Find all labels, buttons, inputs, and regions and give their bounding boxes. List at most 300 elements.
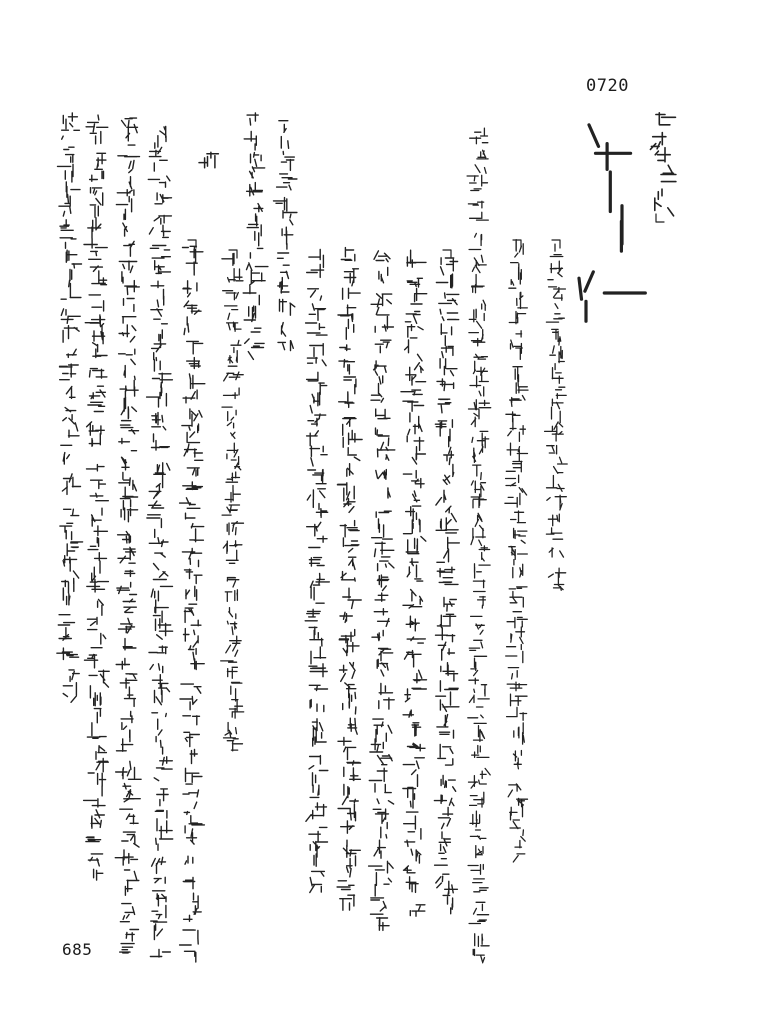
handwritten-glyph bbox=[343, 588, 361, 608]
handwritten-glyph bbox=[251, 144, 262, 166]
handwritten-glyph bbox=[122, 832, 139, 847]
handwritten-glyph bbox=[152, 334, 166, 351]
handwritten-glyph bbox=[370, 752, 392, 765]
handwritten-glyph bbox=[410, 905, 425, 916]
handwritten-glyph bbox=[511, 511, 526, 523]
handwritten-glyph bbox=[309, 756, 320, 769]
handwritten-glyph bbox=[181, 684, 201, 693]
handwritten-glyph bbox=[475, 934, 483, 947]
handwritten-glyph bbox=[340, 345, 350, 351]
handwritten-glyph bbox=[470, 175, 488, 190]
handwritten-glyph bbox=[313, 771, 328, 786]
handwritten-glyph bbox=[222, 505, 239, 515]
handwritten-glyph bbox=[550, 244, 563, 256]
handwritten-glyph bbox=[342, 785, 358, 805]
handwritten-glyph bbox=[307, 484, 326, 500]
handwritten-glyph bbox=[309, 250, 324, 268]
handwritten-glyph bbox=[371, 304, 389, 315]
handwritten-glyph bbox=[475, 513, 483, 530]
handwritten-glyph bbox=[57, 648, 79, 659]
handwritten-glyph bbox=[407, 637, 425, 643]
handwritten-glyph bbox=[406, 506, 421, 525]
handwritten-glyph bbox=[509, 312, 525, 324]
handwritten-glyph bbox=[58, 164, 74, 182]
handwritten-glyph bbox=[119, 325, 135, 342]
handwritten-glyph bbox=[513, 560, 523, 578]
handwritten-glyph bbox=[227, 322, 241, 331]
handwritten-glyph bbox=[403, 471, 424, 488]
handwritten-glyph bbox=[199, 152, 218, 167]
handwritten-glyph bbox=[374, 609, 389, 627]
handwritten-glyph bbox=[506, 461, 522, 472]
handwritten-glyph bbox=[306, 803, 327, 821]
handwritten-glyph bbox=[222, 253, 234, 265]
handwritten-glyph bbox=[513, 841, 525, 863]
handwritten-glyph bbox=[129, 170, 132, 189]
handwritten-glyph bbox=[548, 280, 566, 298]
handwritten-glyph bbox=[509, 587, 527, 589]
handwritten-glyph bbox=[404, 866, 416, 873]
handwritten-glyph bbox=[121, 398, 136, 419]
handwritten-glyph bbox=[341, 572, 355, 582]
handwritten-glyph bbox=[244, 132, 256, 146]
handwritten-glyph bbox=[98, 773, 106, 796]
handwritten-glyph bbox=[511, 627, 525, 644]
handwritten-glyph bbox=[337, 483, 354, 501]
handwritten-glyph bbox=[151, 281, 164, 299]
handwritten-glyph bbox=[517, 292, 528, 308]
handwritten-glyph bbox=[554, 464, 568, 473]
handwritten-glyph bbox=[374, 251, 390, 262]
handwritten-glyph bbox=[343, 288, 361, 299]
handwritten-glyph bbox=[343, 694, 356, 714]
handwritten-glyph bbox=[343, 418, 356, 427]
handwritten-glyph bbox=[154, 877, 165, 883]
handwritten-glyph bbox=[148, 176, 170, 187]
handwritten-glyph bbox=[156, 730, 162, 747]
handwritten-glyph bbox=[339, 360, 354, 374]
handwritten-glyph bbox=[126, 814, 138, 824]
handwritten-glyph bbox=[228, 269, 243, 282]
handwritten-glyph bbox=[508, 426, 526, 442]
handwritten-glyph bbox=[308, 414, 326, 426]
handwritten-glyph bbox=[93, 325, 105, 346]
handwritten-glyph bbox=[157, 819, 172, 839]
handwritten-glyph bbox=[473, 879, 488, 892]
handwritten-glyph bbox=[156, 838, 173, 850]
handwritten-glyph bbox=[153, 373, 173, 387]
handwritten-glyph bbox=[437, 614, 455, 627]
handwritten-glyph bbox=[470, 212, 489, 220]
handwritten-glyph bbox=[224, 738, 243, 751]
handwritten-glyph bbox=[66, 182, 80, 202]
handwritten-glyph bbox=[190, 409, 202, 426]
handwritten-glyph bbox=[119, 472, 137, 490]
handwritten-glyph bbox=[149, 225, 170, 237]
handwritten-glyph bbox=[348, 448, 360, 461]
handwritten-glyph bbox=[510, 396, 525, 407]
handwritten-glyph bbox=[373, 809, 388, 823]
handwritten-glyph bbox=[281, 265, 289, 278]
handwritten-glyph bbox=[305, 609, 320, 621]
handwritten-glyph bbox=[187, 341, 203, 354]
handwritten-glyph bbox=[156, 619, 173, 639]
handwritten-glyph bbox=[442, 649, 455, 660]
handwritten-glyph bbox=[67, 542, 82, 556]
handwritten-glyph bbox=[59, 196, 71, 216]
handwritten-glyph bbox=[547, 476, 565, 492]
handwritten-glyph bbox=[448, 897, 453, 914]
handwritten-glyph bbox=[547, 495, 566, 510]
handwritten-glyph bbox=[183, 930, 198, 944]
handwritten-glyph bbox=[480, 768, 490, 778]
handwritten-glyph bbox=[92, 561, 100, 581]
handwritten-glyph bbox=[475, 564, 491, 578]
handwritten-glyph bbox=[191, 659, 204, 670]
handwritten-glyph bbox=[180, 945, 196, 962]
handwritten-glyph bbox=[152, 413, 163, 425]
handwritten-glyph bbox=[379, 698, 394, 709]
handwritten-glyph bbox=[407, 250, 426, 267]
handwritten-glyph bbox=[511, 694, 528, 706]
handwritten-glyph bbox=[280, 300, 295, 316]
handwritten-glyph bbox=[151, 296, 164, 316]
handwritten-glyph bbox=[379, 649, 393, 661]
handwritten-glyph bbox=[222, 407, 236, 421]
handwritten-glyph bbox=[226, 636, 241, 656]
handwritten-glyph bbox=[124, 241, 135, 256]
handwritten-glyph bbox=[482, 300, 486, 310]
handwritten-glyph bbox=[183, 482, 203, 490]
handwritten-glyph bbox=[63, 326, 79, 343]
handwritten-glyph bbox=[60, 523, 73, 539]
handwritten-glyph bbox=[472, 431, 489, 447]
handwritten-glyph bbox=[474, 630, 483, 648]
handwritten-glyph bbox=[372, 631, 383, 641]
handwritten-glyph bbox=[147, 515, 162, 528]
quote-bracket bbox=[552, 240, 560, 248]
handwritten-glyph bbox=[338, 305, 356, 321]
handwritten-glyph bbox=[149, 476, 162, 499]
handwritten-glyph bbox=[122, 118, 138, 133]
handwritten-glyph bbox=[511, 331, 522, 348]
handwritten-glyph bbox=[62, 481, 80, 494]
handwritten-glyph bbox=[87, 465, 105, 471]
handwritten-glyph bbox=[404, 812, 418, 829]
handwritten-glyph bbox=[150, 949, 170, 957]
handwritten-glyph bbox=[474, 354, 487, 359]
handwritten-glyph bbox=[436, 681, 458, 705]
handwritten-glyph bbox=[547, 446, 562, 463]
handwritten-glyph bbox=[152, 713, 166, 730]
handwritten-glyph bbox=[147, 385, 167, 407]
handwritten-glyph bbox=[413, 670, 426, 683]
handwritten-glyph bbox=[438, 758, 453, 765]
handwritten-glyph bbox=[507, 443, 527, 461]
handwritten-glyph bbox=[87, 579, 109, 592]
handwritten-glyph bbox=[118, 547, 136, 563]
handwritten-glyph bbox=[378, 447, 395, 460]
handwritten-glyph bbox=[157, 789, 168, 801]
handwritten-glyph bbox=[471, 494, 486, 508]
handwritten-glyph bbox=[471, 616, 485, 629]
handwritten-glyph bbox=[514, 528, 527, 543]
handwritten-glyph bbox=[91, 633, 106, 647]
handwritten-glyph bbox=[473, 444, 483, 462]
handwritten-glyph bbox=[186, 768, 202, 782]
handwritten-glyph bbox=[125, 870, 139, 881]
handwritten-glyph bbox=[65, 397, 76, 411]
handwritten-glyph bbox=[63, 453, 69, 465]
handwritten-glyph bbox=[309, 685, 327, 690]
handwritten-glyph bbox=[119, 618, 135, 633]
handwritten-glyph bbox=[90, 369, 107, 378]
handwritten-glyph bbox=[116, 761, 135, 778]
handwritten-glyph bbox=[183, 877, 194, 888]
handwritten-glyph bbox=[411, 849, 421, 863]
handwritten-glyph bbox=[510, 592, 523, 608]
handwritten-glyph bbox=[381, 823, 387, 838]
handwritten-glyph bbox=[67, 349, 77, 357]
handwritten-glyph bbox=[379, 376, 383, 394]
handwritten-glyph bbox=[546, 528, 562, 539]
handwritten-glyph bbox=[90, 386, 106, 398]
handwritten-glyph bbox=[468, 201, 483, 208]
handwritten-glyph bbox=[60, 364, 79, 377]
handwritten-glyph bbox=[278, 278, 289, 293]
handwritten-glyph bbox=[375, 593, 388, 601]
handwritten-glyph bbox=[552, 394, 566, 409]
handwritten-glyph bbox=[154, 924, 162, 940]
handwritten-glyph bbox=[61, 309, 80, 323]
handwritten-glyph bbox=[88, 546, 106, 560]
quote-bracket bbox=[443, 250, 451, 258]
handwritten-glyph bbox=[64, 474, 73, 487]
handwritten-glyph bbox=[437, 562, 455, 577]
handwritten-glyph bbox=[474, 902, 485, 914]
handwritten-glyph bbox=[186, 513, 204, 528]
handwritten-glyph bbox=[339, 392, 354, 408]
handwritten-glyph bbox=[440, 359, 457, 376]
handwritten-glyph bbox=[508, 668, 518, 679]
handwritten-glyph bbox=[437, 881, 458, 895]
handwritten-glyph bbox=[61, 283, 81, 299]
handwritten-glyph bbox=[277, 174, 297, 190]
handwritten-glyph bbox=[438, 399, 451, 413]
handwritten-glyph bbox=[69, 670, 79, 682]
handwritten-glyph bbox=[655, 148, 673, 175]
handwritten-glyph bbox=[408, 743, 426, 751]
handwritten-glyph bbox=[184, 301, 201, 314]
handwritten-glyph bbox=[154, 768, 172, 781]
handwritten-glyph bbox=[88, 854, 102, 866]
handwritten-glyph bbox=[413, 491, 420, 502]
handwritten-glyph bbox=[183, 390, 197, 403]
handwritten-glyph bbox=[403, 593, 423, 609]
handwritten-glyph bbox=[505, 493, 520, 507]
handwritten-glyph bbox=[225, 590, 237, 602]
handwritten-glyph bbox=[120, 944, 134, 953]
handwritten-glyph bbox=[224, 388, 240, 399]
handwritten-glyph bbox=[656, 113, 676, 125]
handwritten-glyph bbox=[369, 861, 394, 873]
handwritten-glyph bbox=[309, 627, 323, 646]
handwritten-glyph bbox=[407, 436, 424, 450]
handwritten-glyph bbox=[514, 723, 525, 744]
handwritten-glyph bbox=[183, 246, 203, 262]
handwritten-glyph bbox=[411, 288, 427, 304]
handwritten-glyph bbox=[379, 519, 384, 537]
handwritten-glyph bbox=[90, 169, 104, 181]
handwritten-glyph bbox=[441, 258, 458, 275]
handwritten-glyph bbox=[589, 125, 631, 170]
handwritten-glyph bbox=[58, 615, 74, 625]
handwritten-glyph bbox=[407, 278, 422, 287]
handwritten-glyph bbox=[250, 167, 265, 178]
handwritten-glyph bbox=[187, 358, 201, 369]
handwritten-glyph bbox=[371, 730, 386, 752]
handwritten-glyph bbox=[149, 157, 167, 172]
handwritten-glyph bbox=[347, 856, 356, 877]
handwritten-glyph bbox=[248, 343, 264, 359]
handwritten-glyph bbox=[412, 447, 425, 464]
handwritten-glyph bbox=[119, 349, 136, 364]
handwritten-glyph bbox=[473, 580, 485, 591]
handwritten-glyph bbox=[90, 493, 108, 500]
handwritten-glyph bbox=[379, 267, 388, 282]
handwritten-glyph bbox=[442, 347, 454, 358]
handwritten-glyph bbox=[185, 816, 204, 837]
handwritten-glyph bbox=[227, 669, 242, 684]
handwritten-glyph bbox=[311, 647, 326, 664]
handwritten-glyph bbox=[372, 538, 394, 557]
handwritten-glyph bbox=[155, 800, 167, 818]
handwritten-glyph bbox=[472, 261, 486, 273]
handwritten-glyph bbox=[247, 113, 258, 125]
handwritten-glyph bbox=[125, 563, 135, 576]
handwritten-glyph bbox=[472, 746, 489, 758]
handwritten-glyph bbox=[436, 490, 446, 505]
handwritten-glyph bbox=[661, 173, 676, 181]
handwritten-glyph bbox=[229, 608, 236, 619]
handwritten-glyph bbox=[283, 211, 297, 225]
handwritten-glyph bbox=[369, 768, 387, 781]
handwritten-glyph bbox=[93, 345, 107, 358]
handwritten-glyph bbox=[149, 501, 164, 508]
handwritten-glyph bbox=[154, 216, 171, 225]
handwritten-glyph bbox=[308, 470, 324, 483]
handwritten-glyph bbox=[473, 465, 482, 479]
handwritten-glyph bbox=[371, 898, 386, 911]
handwritten-glyph bbox=[228, 351, 237, 367]
handwritten-glyph bbox=[313, 728, 326, 747]
handwritten-glyph bbox=[250, 271, 265, 286]
handwritten-glyph bbox=[344, 767, 361, 780]
handwritten-glyph bbox=[472, 275, 485, 293]
handwritten-glyph bbox=[307, 372, 327, 394]
handwritten-glyph bbox=[184, 732, 199, 746]
handwritten-glyph bbox=[550, 346, 562, 363]
handwritten-glyph bbox=[91, 480, 106, 488]
handwritten-glyph bbox=[245, 328, 261, 343]
handwritten-glyph bbox=[309, 304, 325, 320]
handwritten-glyph bbox=[471, 410, 479, 427]
handwritten-glyph bbox=[122, 904, 135, 920]
handwritten-glyph bbox=[89, 670, 109, 687]
handwritten-glyph bbox=[470, 376, 488, 396]
handwritten-glyph bbox=[374, 361, 387, 375]
handwritten-glyph bbox=[345, 683, 356, 699]
handwritten-glyph bbox=[478, 597, 486, 609]
handwritten-glyph bbox=[310, 700, 324, 712]
handwritten-glyph bbox=[436, 274, 452, 288]
handwritten-glyph bbox=[309, 827, 327, 841]
handwritten-glyph bbox=[124, 366, 135, 380]
handwritten-glyph bbox=[223, 541, 242, 554]
handwritten-glyph bbox=[473, 361, 487, 381]
handwritten-glyph bbox=[309, 664, 327, 677]
handwritten-glyph bbox=[62, 130, 80, 139]
handwritten-glyph bbox=[469, 309, 484, 328]
handwritten-glyph bbox=[470, 128, 488, 144]
handwritten-glyph bbox=[227, 443, 238, 457]
handwritten-glyph bbox=[307, 358, 326, 366]
handwritten-glyph bbox=[470, 811, 480, 827]
handwritten-glyph bbox=[86, 837, 101, 842]
handwritten-glyph bbox=[224, 372, 244, 381]
handwritten-glyph bbox=[471, 658, 478, 675]
handwritten-glyph bbox=[183, 281, 197, 297]
handwritten-glyph bbox=[88, 618, 98, 630]
handwritten-glyph bbox=[123, 223, 128, 236]
handwritten-glyph bbox=[184, 604, 196, 622]
handwritten-glyph bbox=[152, 857, 166, 873]
handwritten-glyph bbox=[88, 402, 105, 411]
handwritten-glyph bbox=[118, 532, 131, 543]
handwritten-glyph bbox=[119, 261, 136, 272]
handwritten-glyph bbox=[91, 815, 104, 828]
handwritten-glyph bbox=[89, 434, 100, 447]
handwritten-glyph bbox=[307, 431, 319, 446]
handwritten-glyph bbox=[474, 726, 485, 742]
handwritten-glyph bbox=[437, 716, 454, 739]
handwritten-glyph bbox=[225, 723, 236, 738]
handwritten-glyph bbox=[375, 317, 393, 333]
handwritten-glyph bbox=[374, 840, 385, 858]
handwritten-glyph bbox=[310, 446, 327, 466]
handwritten-glyph bbox=[87, 422, 105, 435]
handwritten-glyph bbox=[88, 759, 108, 774]
handwritten-glyph bbox=[279, 121, 288, 133]
handwritten-glyph bbox=[123, 317, 136, 331]
handwritten-glyph bbox=[60, 220, 73, 231]
handwritten-glyph bbox=[92, 271, 107, 285]
handwritten-glyph bbox=[89, 295, 104, 311]
handwritten-glyph bbox=[507, 682, 526, 691]
handwritten-glyph bbox=[311, 587, 324, 603]
handwritten-glyph bbox=[379, 683, 392, 694]
handwritten-glyph bbox=[115, 850, 137, 865]
handwritten-glyph bbox=[405, 651, 422, 667]
handwritten-glyph bbox=[247, 183, 263, 196]
handwritten-glyph bbox=[307, 264, 324, 277]
handwritten-glyph bbox=[347, 464, 353, 477]
handwritten-glyph bbox=[439, 844, 446, 858]
handwritten-glyph bbox=[377, 659, 388, 676]
handwritten-glyph bbox=[471, 528, 485, 545]
handwritten-glyph bbox=[449, 429, 451, 453]
handwritten-glyph bbox=[509, 546, 528, 559]
